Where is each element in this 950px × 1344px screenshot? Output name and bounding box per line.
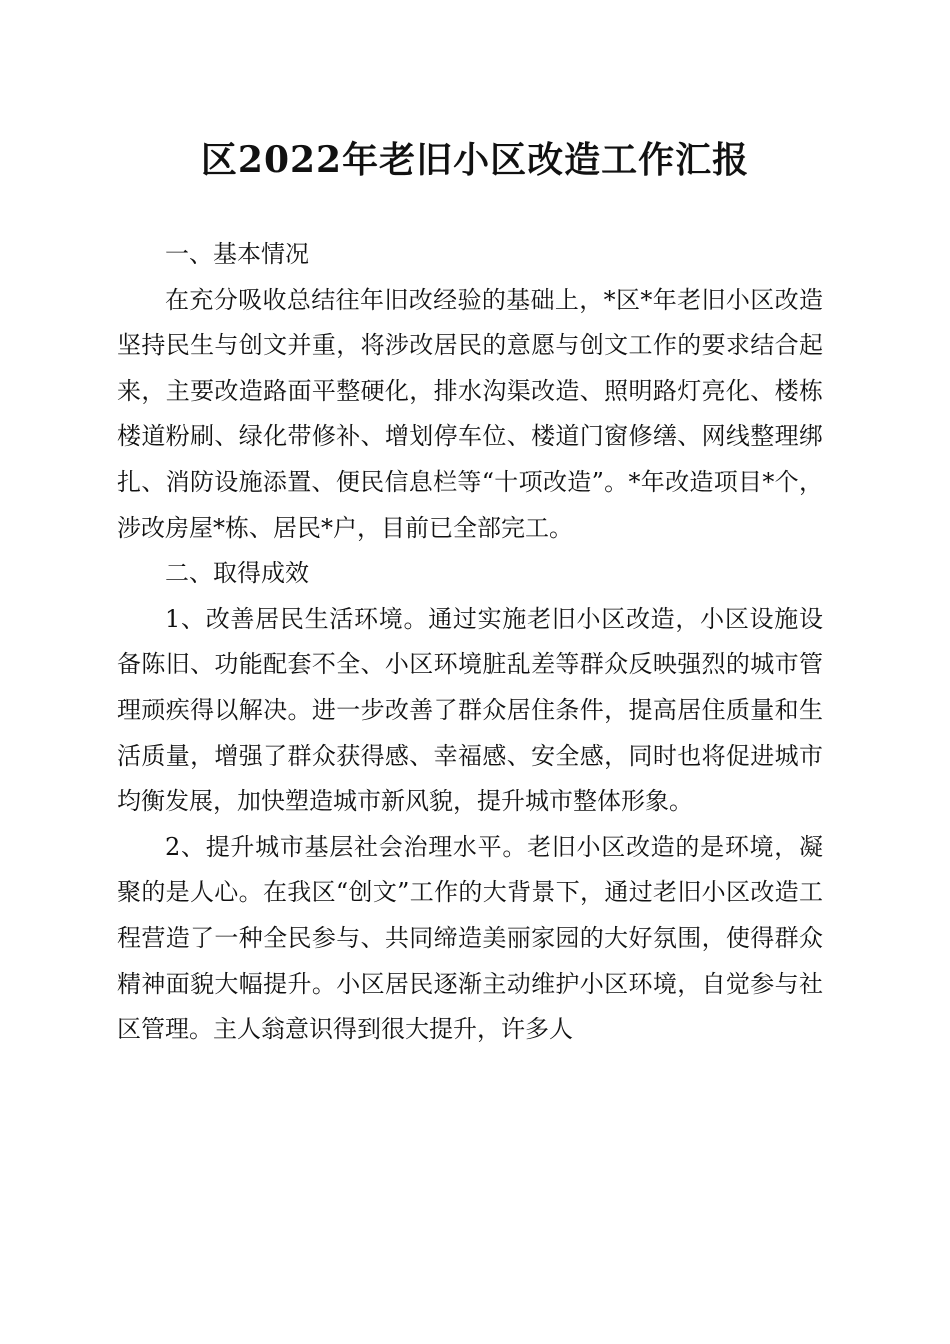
- paragraph-basic-situation: 在充分吸收总结往年旧改经验的基础上，*区*年老旧小区改造坚持民生与创文并重，将涉改居民的意愿与创文工作的要求结合起来，主要改造路面平整硬化，排水沟渠改造、照明路灯亮化、楼栋楼道粉刷、绿化带修补、增划停车位、楼道门窗修缮、网线整理绑扎、消防设施添置、便民信息栏等“十项改造”。*年改造项目*个，涉改房屋*栋、居民*户，目前已全部完工。: [117, 285, 823, 542]
- section-heading-achievements: 二、取得成效: [165, 559, 309, 588]
- paragraph-social-governance: 2、提升城市基层社会治理水平。老旧小区改造的是环境，凝聚的是人心。在我区“创文”工作的大背景下，通过老旧小区改造工程营造了一种全民参与、共同缔造美丽家园的大好氛围，使得群众精神面貌大幅提升。小区居民逐渐主动维护小区环境，自觉参与社区管理。主人翁意识得到很大提升，许多人: [117, 832, 823, 1044]
- paragraph-living-environment: 1、改善居民生活环境。通过实施老旧小区改造，小区设施设备陈旧、功能配套不全、小区环境脏乱差等群众反映强烈的城市管理顽疾得以解决。进一步改善了群众居住条件，提高居住质量和生活质量，增强了群众获得感、幸福感、安全感，同时也将促进城市均衡发展，加快塑造城市新风貌，提升城市整体形象。: [117, 604, 823, 816]
- section-heading-basic-situation: 一、基本情况: [165, 240, 309, 268]
- document-body: [117, 232, 823, 1053]
- document-title: 区2022年老旧小区改造工作汇报: [200, 139, 750, 181]
